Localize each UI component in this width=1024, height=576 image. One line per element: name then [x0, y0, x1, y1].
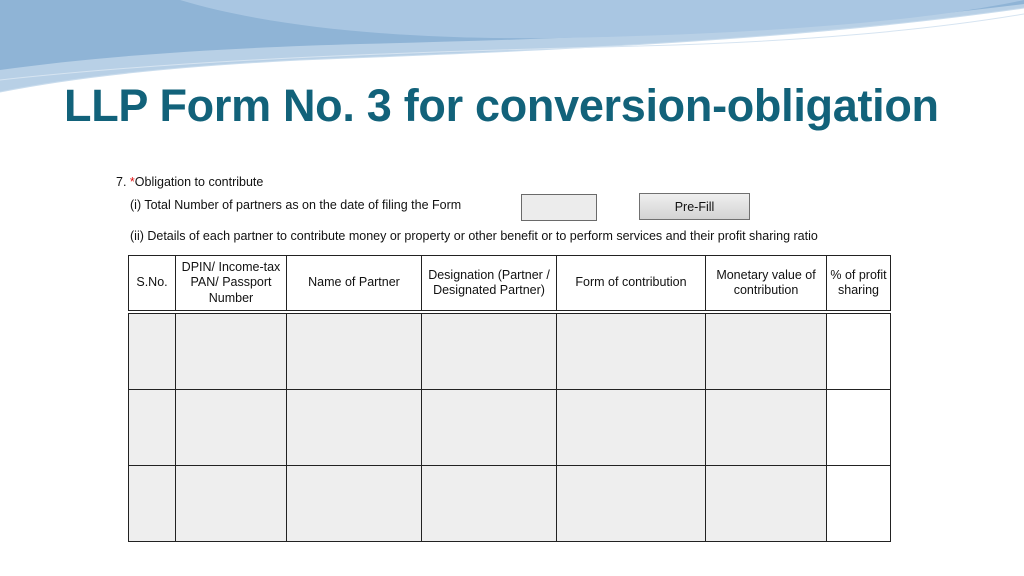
- section-title: Obligation to contribute: [134, 175, 264, 189]
- cell-dpin[interactable]: [176, 314, 287, 390]
- cell-designation[interactable]: [422, 390, 557, 466]
- cell-partner-name[interactable]: [287, 466, 422, 542]
- cell-partner-name[interactable]: [287, 390, 422, 466]
- header-partner-name: Name of Partner: [287, 256, 422, 311]
- slide-title: LLP Form No. 3 for conversion-obligation: [64, 80, 939, 131]
- required-asterisk: *: [129, 175, 135, 189]
- header-designation: Designation (Partner / Designated Partner): [422, 256, 557, 311]
- total-partners-input[interactable]: [521, 194, 597, 221]
- table-row: [129, 314, 891, 390]
- cell-form-of-contribution[interactable]: [557, 314, 706, 390]
- partner-details-table: [128, 255, 891, 542]
- prefill-button[interactable]: Pre-Fill: [639, 193, 750, 220]
- cell-designation[interactable]: [422, 466, 557, 542]
- section-number: 7.: [116, 175, 127, 189]
- cell-form-of-contribution[interactable]: [557, 466, 706, 542]
- header-form-of-contribution: Form of contribution: [557, 256, 706, 311]
- cell-monetary-value[interactable]: [706, 314, 827, 390]
- header-profit-sharing: % of profit sharing: [827, 256, 891, 311]
- cell-dpin[interactable]: [176, 466, 287, 542]
- cell-sno[interactable]: [129, 466, 176, 542]
- cell-profit-sharing[interactable]: [827, 314, 891, 390]
- cell-profit-sharing[interactable]: [827, 466, 891, 542]
- table-row: [129, 466, 891, 542]
- header-monetary-value: Monetary value of contribution: [706, 256, 827, 311]
- partner-details-label: (ii) Details of each partner to contribute money or property or other benefit or to perform services and their profit sharing ratio: [130, 229, 818, 243]
- cell-partner-name[interactable]: [287, 314, 422, 390]
- cell-form-of-contribution[interactable]: [557, 390, 706, 466]
- table-row: [129, 390, 891, 466]
- cell-sno[interactable]: [129, 314, 176, 390]
- cell-dpin[interactable]: [176, 390, 287, 466]
- cell-designation[interactable]: [422, 314, 557, 390]
- cell-monetary-value[interactable]: [706, 390, 827, 466]
- total-partners-label: (i) Total Number of partners as on the date of filing the Form: [130, 198, 462, 212]
- cell-sno[interactable]: [129, 390, 176, 466]
- header-sno: S.No.: [129, 256, 176, 311]
- table-header-row: [129, 256, 891, 311]
- cell-profit-sharing[interactable]: [827, 390, 891, 466]
- header-dpin: DPIN/ Income-tax PAN/ Passport Number: [176, 256, 287, 311]
- cell-monetary-value[interactable]: [706, 466, 827, 542]
- section-heading: [116, 175, 263, 189]
